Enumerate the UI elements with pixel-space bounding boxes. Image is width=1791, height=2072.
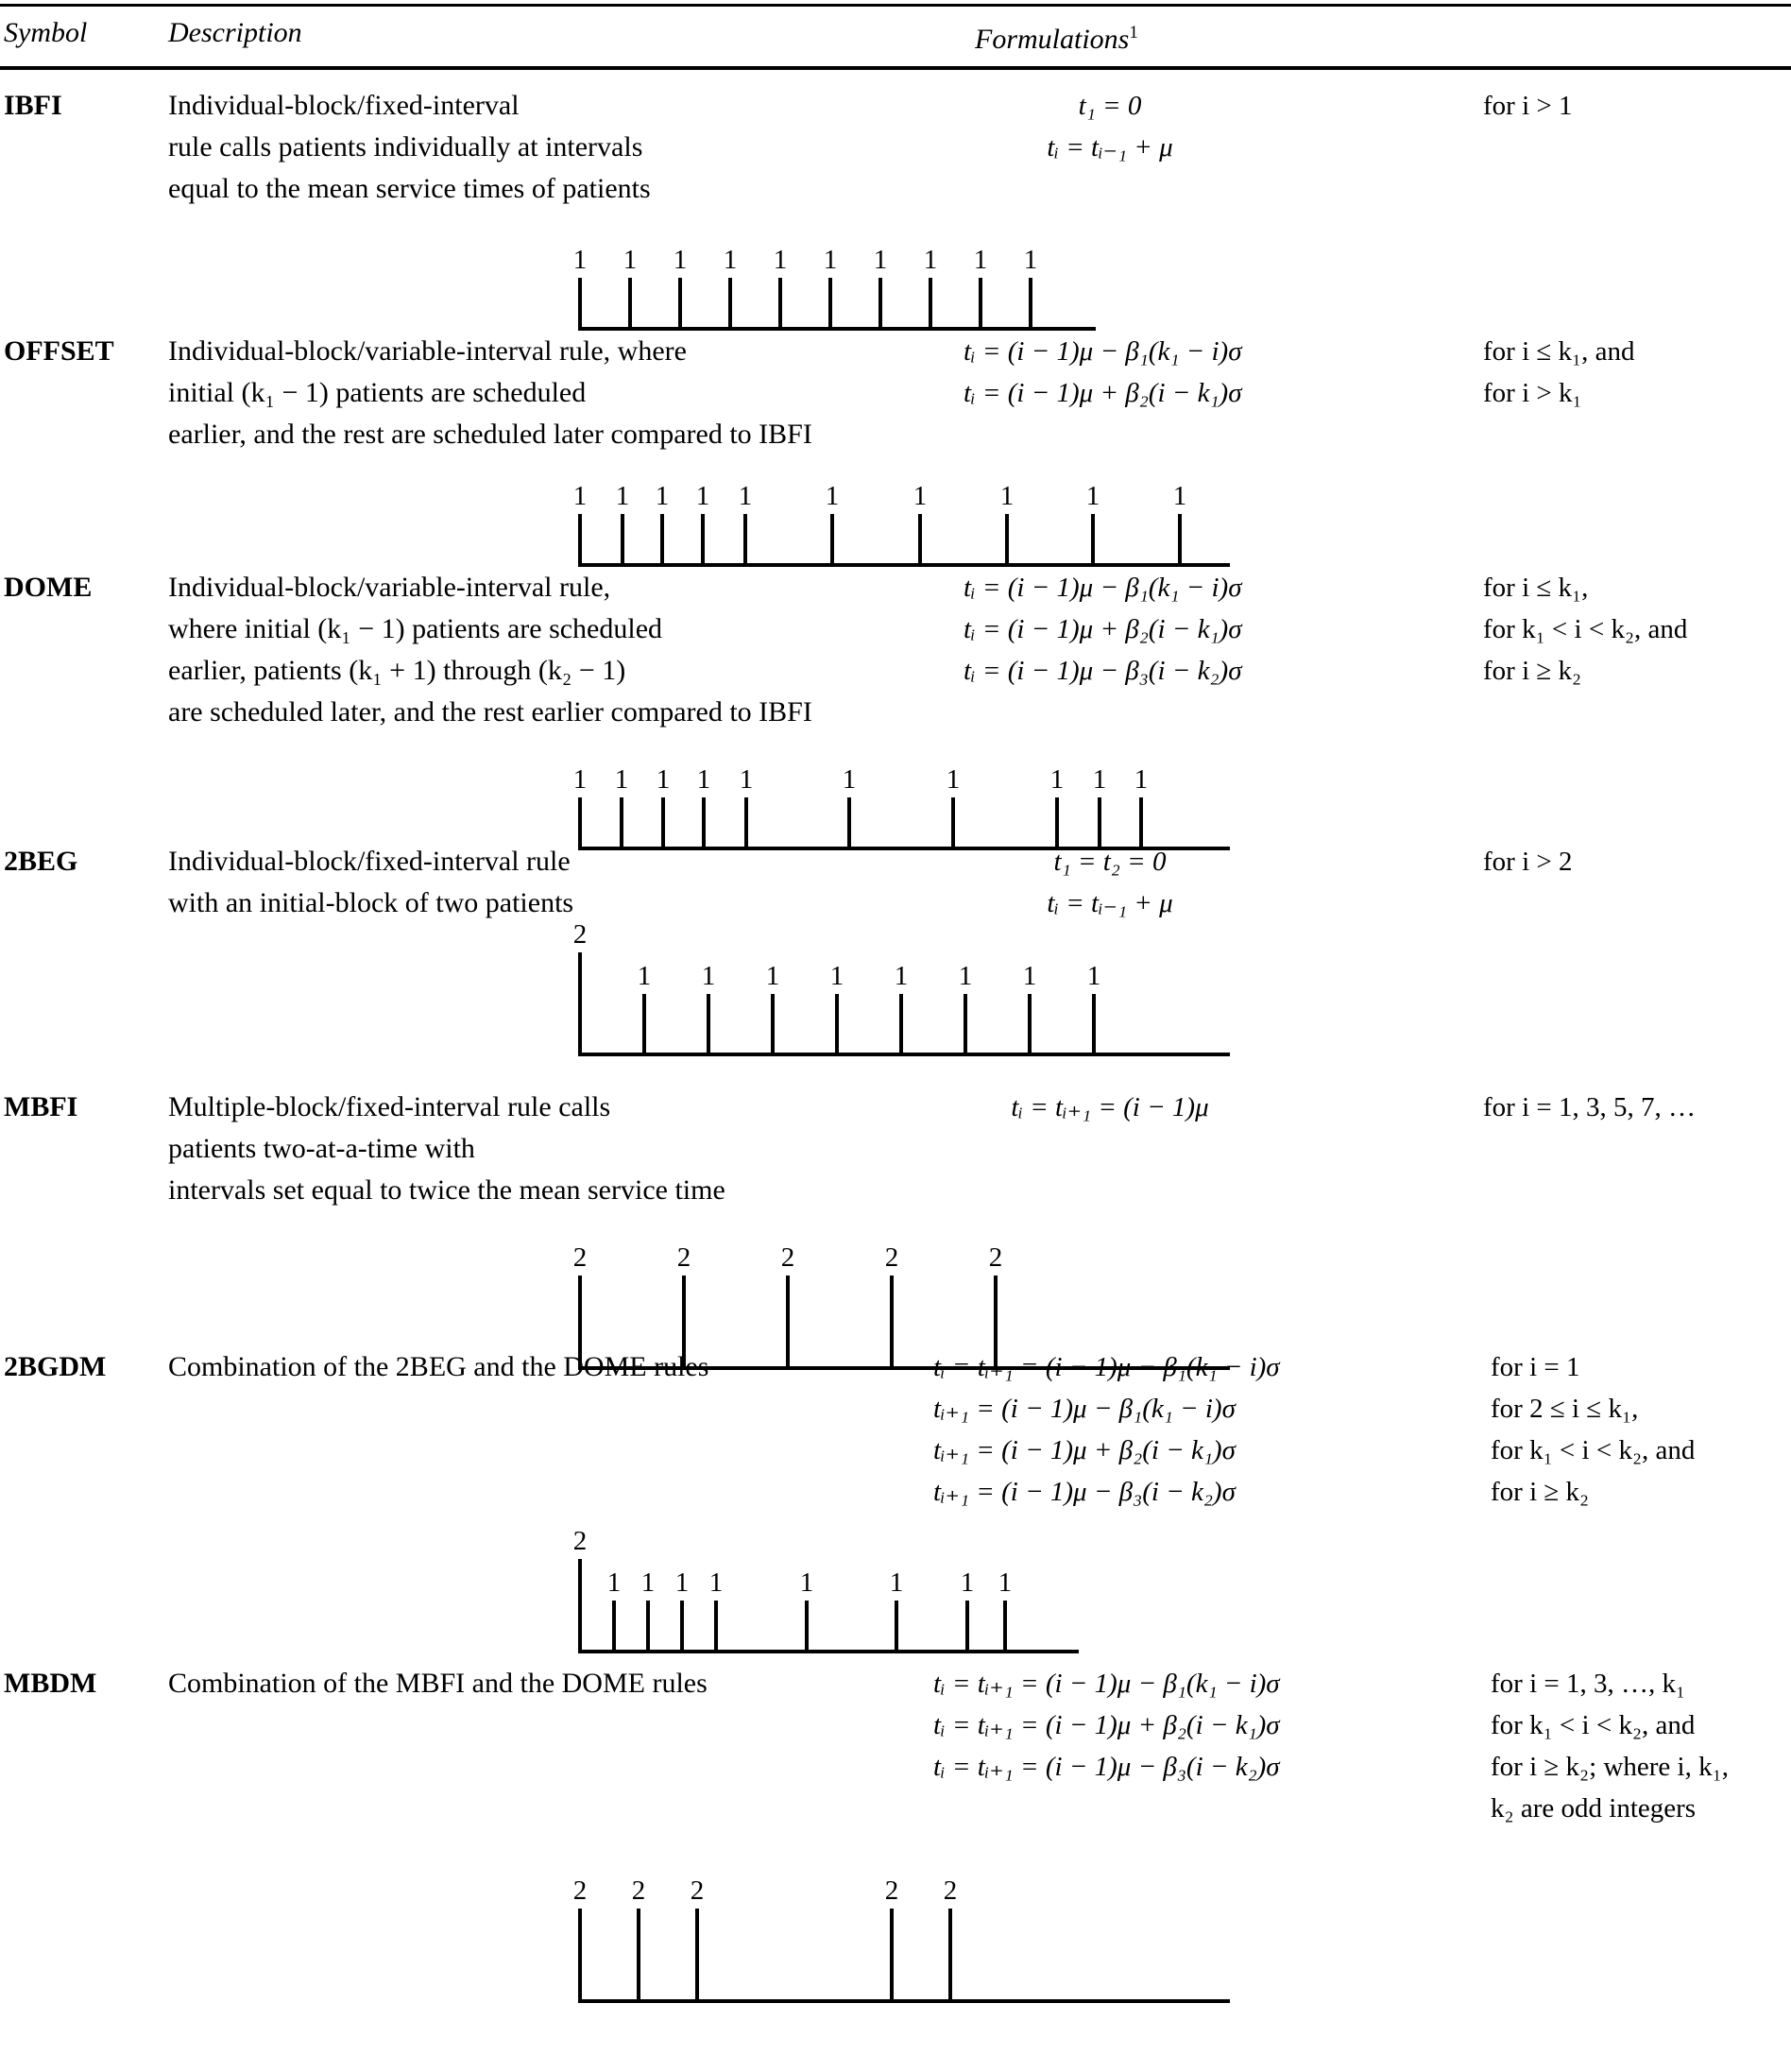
timeline-tick: [690, 1875, 705, 2003]
row-description: [168, 567, 812, 733]
timeline-tick: [572, 764, 588, 850]
timeline-tick-label: 2: [676, 1242, 691, 1273]
timeline-tick: [946, 764, 961, 850]
timeline-tick-label: 1: [614, 764, 629, 795]
row-conditions: [1491, 1663, 1729, 1829]
condition-line: for i > 1: [1483, 91, 1573, 121]
row-description: [168, 841, 573, 924]
condition-line: for 2 ≤ i ≤ k₁,: [1491, 1394, 1639, 1424]
timeline-tick: [615, 481, 630, 567]
formula-line: tᵢ = (i − 1)μ + β₂(i − k₁)σ: [964, 614, 1242, 644]
timeline-tick-label: 2: [988, 1242, 1003, 1273]
timeline-tick: [572, 1875, 588, 2003]
timeline-axis: [578, 1999, 1230, 2003]
description-line: Combination of the MBFI and the DOME rules: [168, 1668, 708, 1699]
formula-line: tᵢ = tᵢ₊₁ = (i − 1)μ − β₁(k₁ − i)σ: [933, 1669, 1280, 1699]
timeline-tick: [999, 481, 1015, 567]
description-line: patients two-at-a-time with: [168, 1133, 475, 1164]
description-line: Individual-block/variable-interval rule, where: [168, 335, 687, 367]
timeline-tick: [960, 1567, 975, 1653]
timeline-tick-label: 1: [572, 245, 588, 275]
timeline-tick-label: 1: [1172, 481, 1187, 511]
formula-line: t₁ = 0: [1078, 91, 1142, 121]
description-line: rule calls patients individually at intervals: [168, 131, 643, 163]
timeline-tick: [631, 1875, 646, 2003]
condition-line: for i ≤ k₁,: [1483, 573, 1589, 603]
timeline-tick-label: 1: [708, 1567, 724, 1598]
timeline-tick: [695, 481, 710, 567]
formula-line: tᵢ = (i − 1)μ − β₁(k₁ − i)σ: [964, 573, 1242, 603]
timeline-tick: [829, 961, 844, 1056]
description-line: Combination of the 2BEG and the DOME rules: [168, 1351, 709, 1382]
timeline-tick-label: 2: [690, 1875, 705, 1906]
schedule-timeline-ibfi: [572, 217, 1239, 331]
timeline-tick-label: 1: [701, 961, 716, 991]
timeline-tick: [842, 764, 857, 850]
description-line: equal to the mean service times of patients: [168, 173, 651, 204]
timeline-tick-label: 1: [923, 245, 938, 275]
timeline-tick-label: 1: [1134, 764, 1149, 795]
condition-line: for i ≤ k₁, and: [1483, 336, 1635, 367]
timeline-tick-label: 2: [572, 1242, 588, 1273]
timeline-tick-label: 1: [695, 481, 710, 511]
formula-line: tᵢ₊₁ = (i − 1)μ − β₁(k₁ − i)σ: [933, 1394, 1236, 1424]
row-description: [168, 1087, 725, 1211]
timeline-tick-label: 2: [884, 1875, 899, 1906]
timeline-tick-label: 1: [998, 1567, 1013, 1598]
timeline-tick-label: 1: [723, 245, 738, 275]
row-conditions: [1483, 1087, 1696, 1128]
timeline-tick: [623, 245, 638, 331]
timeline-tick: [696, 764, 711, 850]
column-header-symbol: Symbol: [4, 17, 88, 48]
condition-line: for i = 1: [1491, 1352, 1580, 1382]
timeline-tick-label: 1: [958, 961, 973, 991]
timeline-tick: [656, 764, 671, 850]
timeline-tick: [739, 764, 754, 850]
timeline-tick: [998, 1567, 1013, 1653]
timeline-tick: [799, 1567, 814, 1653]
timeline-tick: [738, 481, 753, 567]
timeline-tick: [673, 245, 688, 331]
row-symbol: MBFI: [4, 1091, 78, 1122]
timeline-tick-label: 1: [655, 481, 670, 511]
timeline-tick-label: 1: [1049, 764, 1065, 795]
column-header-formulations-text: Formulations: [975, 24, 1130, 55]
row-formulas: [964, 1087, 1256, 1128]
column-header-description: Description: [168, 17, 302, 48]
description-line: Individual-block/variable-interval rule,: [168, 572, 611, 603]
description-line: earlier, patients (k₁ + 1) through (k₂ − 1): [168, 655, 626, 686]
timeline-tick: [780, 1242, 795, 1370]
condition-line: for i = 1, 3, …, k₁: [1491, 1669, 1686, 1699]
timeline-tick-label: 1: [674, 1567, 690, 1598]
timeline-tick-label: 2: [572, 919, 588, 950]
timeline-tick-label: 1: [960, 1567, 975, 1598]
timeline-tick: [572, 481, 588, 567]
timeline-tick: [923, 245, 938, 331]
timeline-tick: [913, 481, 928, 567]
row-formulas: [933, 1346, 1280, 1513]
timeline-tick-label: 1: [894, 961, 909, 991]
condition-line: for i ≥ k₂: [1491, 1477, 1590, 1507]
row-symbol: DOME: [4, 572, 93, 603]
row-description: [168, 1663, 708, 1704]
schedule-timeline-dome: [572, 737, 1239, 850]
timeline-tick: [1023, 245, 1038, 331]
timeline-tick-label: 1: [799, 1567, 814, 1598]
timeline-tick: [873, 245, 888, 331]
row-conditions: [1483, 841, 1572, 882]
table-header-rule: [0, 66, 1791, 70]
schedule-timeline-mbdm: [572, 1852, 1239, 2003]
formula-line: tᵢ = (i − 1)μ − β₃(i − k₂)σ: [964, 656, 1242, 686]
timeline-tick-label: 1: [823, 245, 838, 275]
timeline-tick: [1086, 961, 1101, 1056]
row-formulas: [964, 331, 1242, 414]
row-formulas: [992, 841, 1228, 924]
timeline-tick-label: 1: [615, 481, 630, 511]
formula-line: tᵢ = tᵢ₋₁ + μ: [1047, 132, 1173, 163]
timeline-tick-label: 2: [631, 1875, 646, 1906]
timeline-tick-label: 1: [973, 245, 988, 275]
timeline-tick: [943, 1875, 958, 2003]
description-line: intervals set equal to twice the mean service time: [168, 1174, 725, 1206]
timeline-tick: [655, 481, 670, 567]
timeline-tick-label: 1: [889, 1567, 904, 1598]
timeline-tick: [1085, 481, 1100, 567]
row-description: [168, 331, 812, 455]
timeline-tick-label: 1: [1085, 481, 1100, 511]
condition-line: for i > k₁: [1483, 378, 1582, 408]
timeline-tick-label: 2: [884, 1242, 899, 1273]
formula-line: tᵢ = (i − 1)μ − β₁(k₁ − i)σ: [964, 336, 1242, 367]
timeline-tick-label: 2: [780, 1242, 795, 1273]
timeline-tick-label: 1: [572, 764, 588, 795]
timeline-tick-label: 1: [606, 1567, 622, 1598]
timeline-tick: [572, 245, 588, 331]
row-symbol: OFFSET: [4, 335, 114, 367]
description-line: with an initial-block of two patients: [168, 887, 574, 918]
timeline-tick-label: 2: [572, 1875, 588, 1906]
condition-line: k₂ are odd integers: [1491, 1793, 1697, 1824]
timeline-tick-label: 1: [873, 245, 888, 275]
timeline-tick: [823, 245, 838, 331]
timeline-tick-label: 1: [1092, 764, 1107, 795]
formulations-footnote-marker: 1: [1129, 23, 1138, 43]
timeline-tick-label: 1: [623, 245, 638, 275]
timeline-tick: [637, 961, 652, 1056]
schedule-timeline-2beg: [572, 919, 1239, 1056]
timeline-tick: [606, 1567, 622, 1653]
row-symbol: IBFI: [4, 90, 62, 121]
formula-line: t₁ = t₂ = 0: [1053, 847, 1167, 877]
row-description: [168, 1346, 708, 1388]
table-header-row: [0, 17, 1791, 68]
row-conditions: [1483, 567, 1687, 692]
description-line: Multiple-block/fixed-interval rule calls: [168, 1091, 611, 1122]
row-formulas: [933, 1663, 1280, 1788]
formula-line: tᵢ = tᵢ₊₁ = (i − 1)μ: [1011, 1092, 1209, 1122]
timeline-tick: [1172, 481, 1187, 567]
timeline-tick: [701, 961, 716, 1056]
timeline-tick: [889, 1567, 904, 1653]
timeline-tick-label: 1: [656, 764, 671, 795]
timeline-tick-label: 1: [1086, 961, 1101, 991]
schedule-timeline-offset: [572, 454, 1239, 567]
timeline-axis: [578, 1053, 1230, 1056]
formula-line: tᵢ = tᵢ₊₁ = (i − 1)μ + β₂(i − k₁)σ: [933, 1710, 1280, 1740]
description-line: where initial (k₁ − 1) patients are scheduled: [168, 613, 663, 644]
timeline-tick: [674, 1567, 690, 1653]
timeline-tick-label: 1: [637, 961, 652, 991]
timeline-tick-label: 2: [572, 1526, 588, 1556]
timeline-tick: [640, 1567, 656, 1653]
row-symbol: 2BGDM: [4, 1351, 107, 1382]
timeline-tick-label: 1: [842, 764, 857, 795]
timeline-tick-label: 1: [739, 764, 754, 795]
row-conditions: [1483, 85, 1572, 127]
timeline-tick: [958, 961, 973, 1056]
timeline-tick-label: 1: [825, 481, 840, 511]
row-conditions: [1483, 331, 1635, 414]
description-line: Individual-block/fixed-interval rule: [168, 846, 571, 877]
description-line: are scheduled later, and the rest earlier compared to IBFI: [168, 696, 812, 728]
timeline-tick: [825, 481, 840, 567]
timeline-tick: [1022, 961, 1037, 1056]
timeline-tick-label: 1: [572, 481, 588, 511]
formula-line: tᵢ = tᵢ₊₁ = (i − 1)μ − β₃(i − k₂)σ: [933, 1752, 1280, 1782]
timeline-tick-label: 1: [829, 961, 844, 991]
timeline-tick-label: 1: [999, 481, 1015, 511]
timeline-tick: [572, 919, 588, 1056]
timeline-tick-label: 2: [943, 1875, 958, 1906]
description-line: earlier, and the rest are scheduled later compared to IBFI: [168, 419, 812, 450]
table-top-rule: [0, 4, 1791, 7]
timeline-tick-label: 1: [738, 481, 753, 511]
row-conditions: [1491, 1346, 1695, 1513]
condition-line: for i = 1, 3, 5, 7, …: [1483, 1092, 1696, 1122]
timeline-tick: [884, 1242, 899, 1370]
description-line: Individual-block/fixed-interval: [168, 90, 520, 121]
description-line: initial (k₁ − 1) patients are scheduled: [168, 377, 587, 408]
timeline-tick: [884, 1875, 899, 2003]
row-symbol: MBDM: [4, 1668, 97, 1699]
timeline-tick-label: 1: [765, 961, 780, 991]
condition-line: for k₁ < i < k₂, and: [1483, 614, 1688, 644]
timeline-tick: [765, 961, 780, 1056]
condition-line: for i > 2: [1483, 847, 1573, 877]
column-header-formulations: [975, 17, 1138, 56]
timeline-tick-label: 1: [673, 245, 688, 275]
row-description: [168, 85, 651, 210]
timeline-tick: [614, 764, 629, 850]
timeline-tick: [723, 245, 738, 331]
timeline-tick-label: 1: [773, 245, 788, 275]
timeline-tick: [708, 1567, 724, 1653]
condition-line: for k₁ < i < k₂, and: [1491, 1435, 1696, 1465]
timeline-tick: [572, 1526, 588, 1653]
condition-line: for i ≥ k₂: [1483, 656, 1582, 686]
timeline-tick-label: 1: [913, 481, 928, 511]
formula-line: tᵢ = (i − 1)μ + β₂(i − k₁)σ: [964, 378, 1242, 408]
timeline-tick-label: 1: [696, 764, 711, 795]
formula-line: tᵢ = tᵢ₋₁ + μ: [1047, 888, 1173, 918]
timeline-tick-label: 1: [640, 1567, 656, 1598]
timeline-tick: [894, 961, 909, 1056]
row-formulas: [964, 567, 1242, 692]
row-symbol: 2BEG: [4, 846, 78, 877]
timeline-tick-label: 1: [1023, 245, 1038, 275]
timeline-tick-label: 1: [1022, 961, 1037, 991]
formula-line: tᵢ₊₁ = (i − 1)μ + β₂(i − k₁)σ: [933, 1435, 1236, 1465]
timeline-tick: [773, 245, 788, 331]
row-formulas: [992, 85, 1228, 168]
timeline-tick: [973, 245, 988, 331]
condition-line: for i ≥ k₂; where i, k₁,: [1491, 1752, 1729, 1782]
formula-line: tᵢ = tᵢ₊₁ = (i − 1)μ − β₁(k₁ − i)σ: [933, 1352, 1280, 1382]
formula-line: tᵢ₊₁ = (i − 1)μ − β₃(i − k₂)σ: [933, 1477, 1236, 1507]
condition-line: for k₁ < i < k₂, and: [1491, 1710, 1696, 1740]
timeline-tick-label: 1: [946, 764, 961, 795]
schedule-timeline-2bgdm: [572, 1521, 1239, 1653]
